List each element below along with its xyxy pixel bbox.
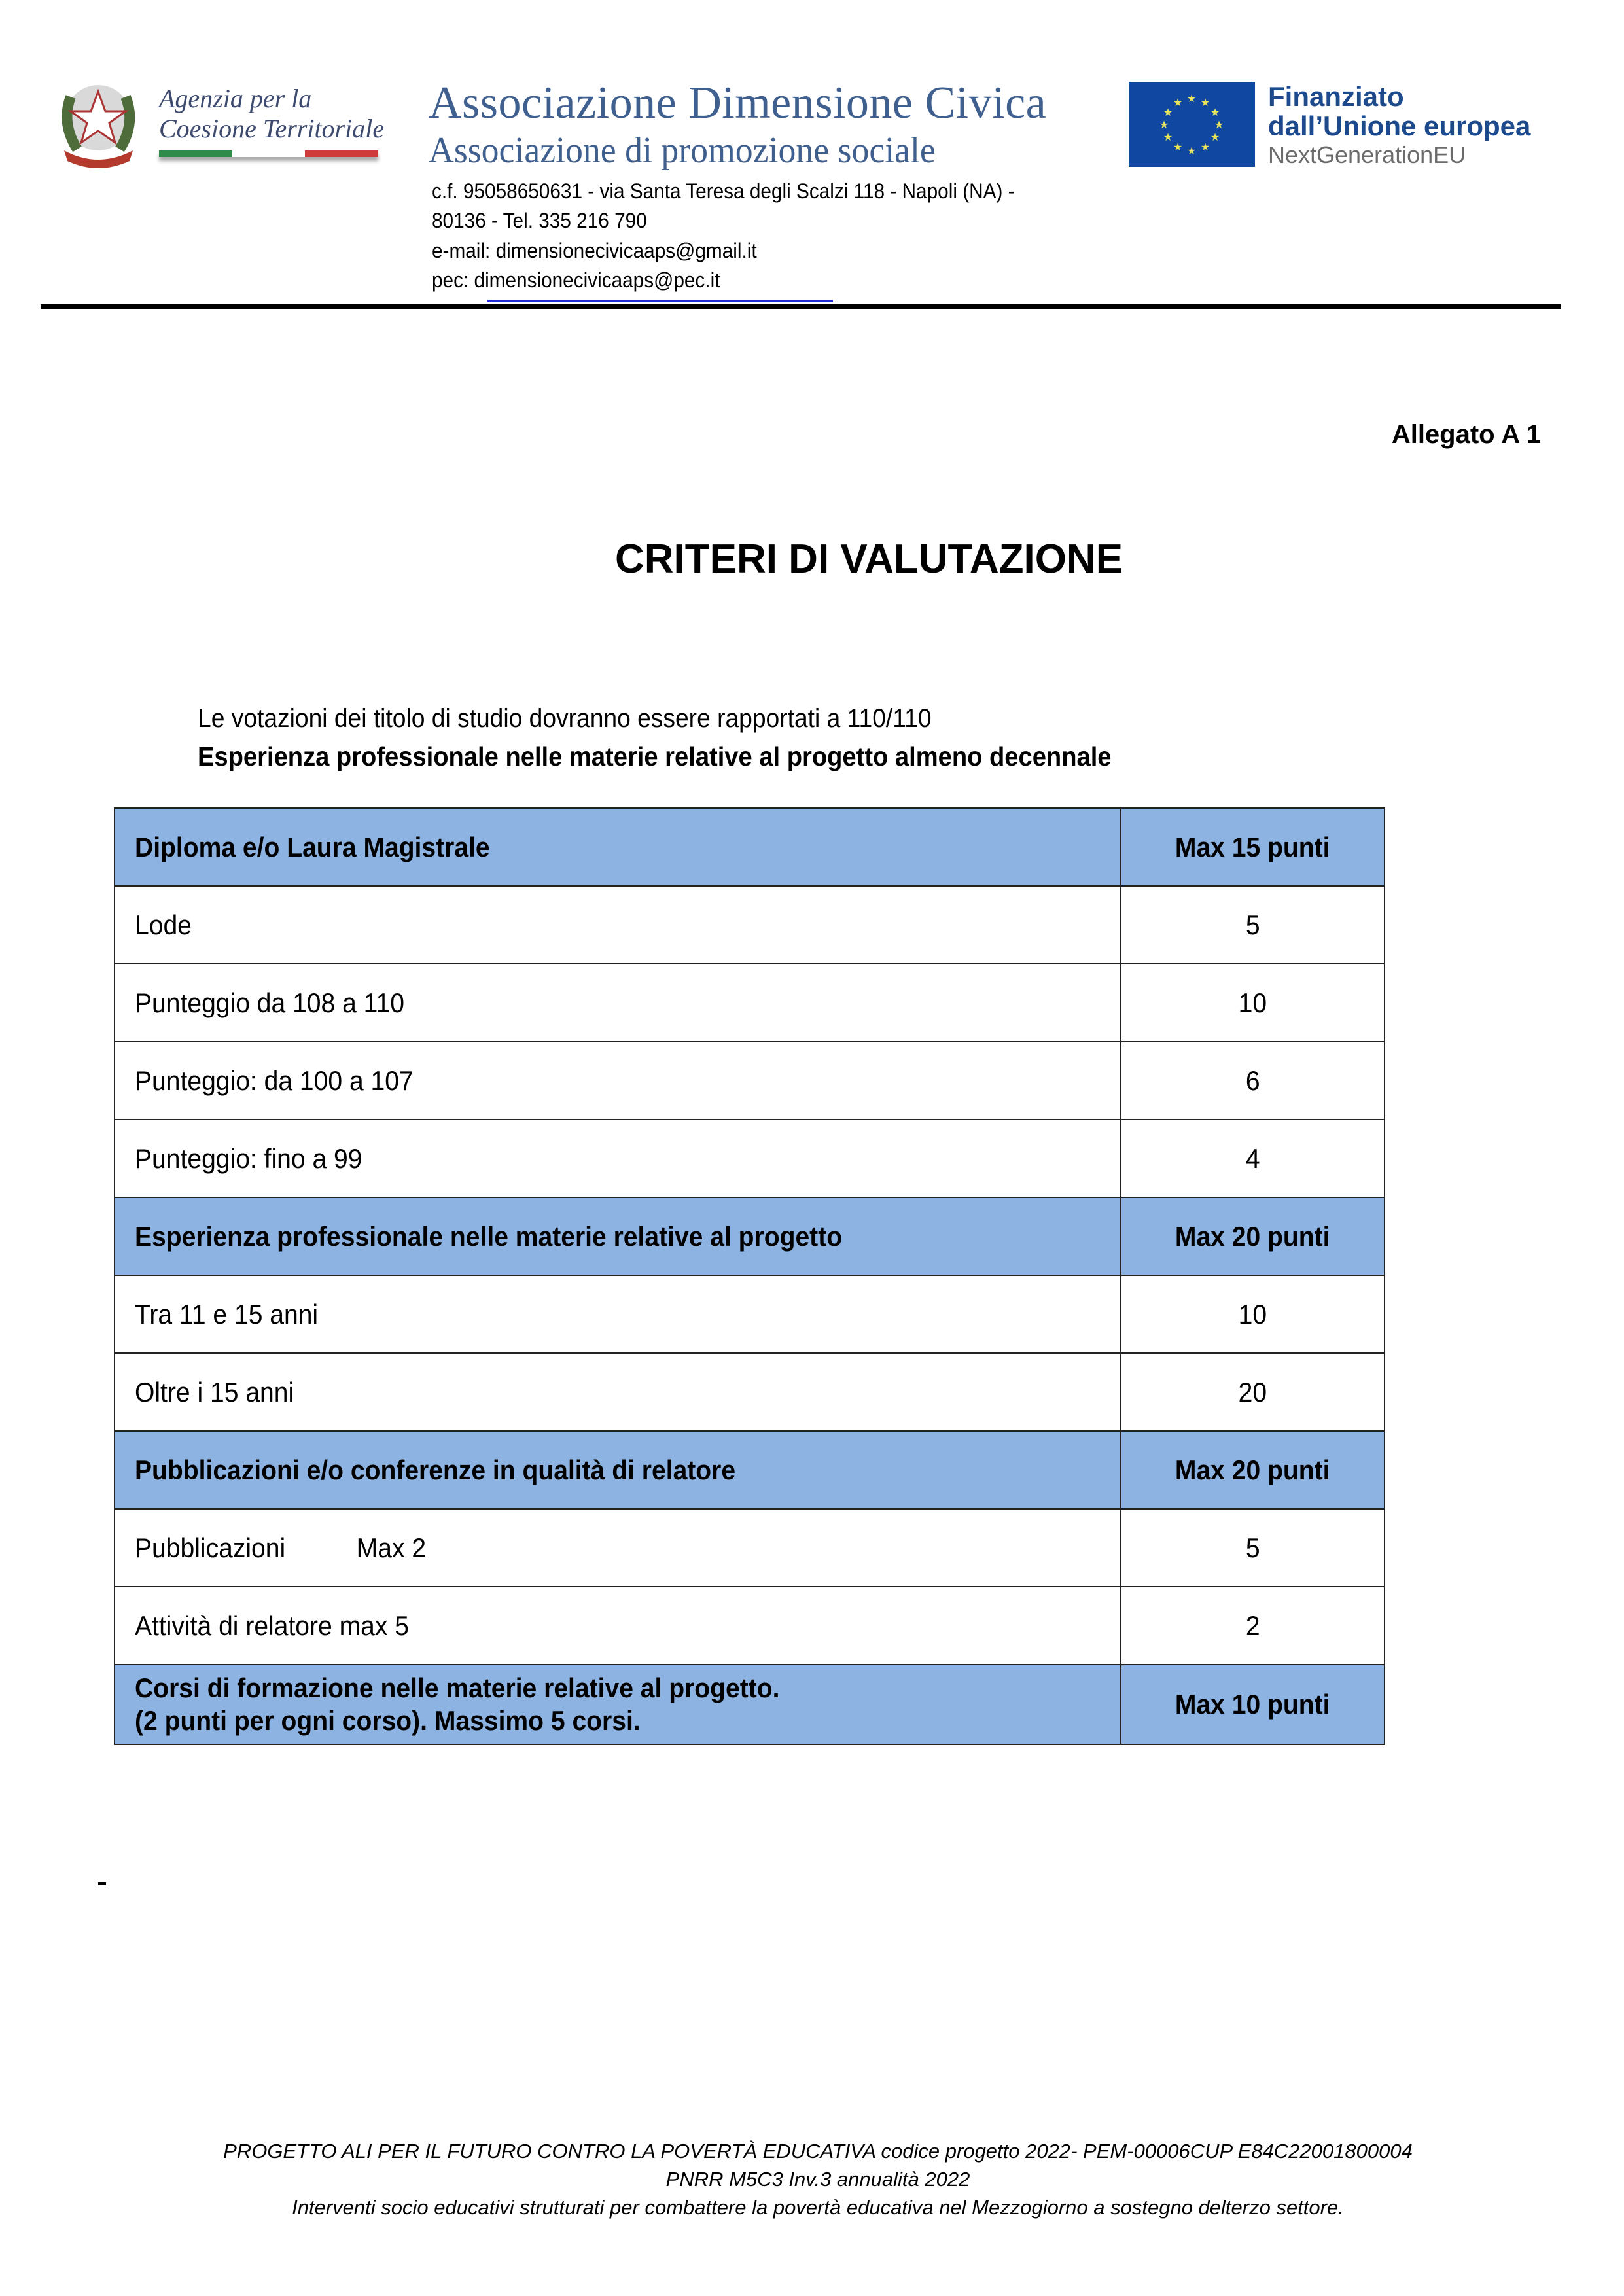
table-row — [115, 1509, 1385, 1587]
eu-flag-icon — [1129, 82, 1255, 167]
table-row — [115, 886, 1385, 964]
agency-name-line2: Coesione Territoriale — [159, 114, 385, 143]
svg-text:★: ★ — [1200, 141, 1210, 153]
table-row — [115, 1587, 1385, 1665]
criterion-points: 2 — [1121, 1587, 1385, 1665]
criterion-label: Punteggio: da 100 a 107 — [115, 1042, 1121, 1120]
tricolor-white — [232, 150, 306, 157]
table-section-row — [115, 1431, 1385, 1509]
criterion-points: 10 — [1121, 1275, 1385, 1353]
table-row — [115, 1353, 1385, 1431]
criterion-points: Max 20 punti — [1121, 1431, 1385, 1509]
eu-funded-line2: dall’Unione europea — [1268, 111, 1531, 141]
svg-text:★: ★ — [1186, 145, 1197, 157]
svg-text:★: ★ — [1173, 96, 1183, 109]
italian-republic-emblem-icon — [58, 77, 139, 169]
svg-text:★: ★ — [1200, 96, 1210, 109]
criterion-points: 20 — [1121, 1353, 1385, 1431]
criterion-label: Punteggio: fino a 99 — [115, 1120, 1121, 1197]
contact-address: c.f. 95058650631 - via Santa Teresa degli Scalzi 118 - Napoli (NA) - — [432, 179, 1015, 203]
criterion-label: Pubblicazioni e/o conferenze in qualità di relatore — [115, 1431, 1121, 1509]
table-section-row — [115, 1665, 1385, 1744]
criterion-points: 5 — [1121, 886, 1385, 964]
criterion-label: Esperienza professionale nelle materie relative al progetto — [115, 1197, 1121, 1275]
svg-text:★: ★ — [1210, 131, 1220, 143]
pec-link-underline — [487, 300, 833, 302]
criterion-points: Max 20 punti — [1121, 1197, 1385, 1275]
criterion-label: Attività di relatore max 5 — [115, 1587, 1121, 1665]
stray-dash-mark — [98, 1882, 106, 1885]
contact-email: e-mail: dimensionecivicaaps@gmail.it — [432, 239, 757, 262]
criterion-label-line2: (2 punti per ogni corso). Massimo 5 corsi. — [135, 1705, 641, 1736]
contact-pec: pec: dimensionecivicaaps@pec.it — [432, 268, 720, 292]
criterion-label: Punteggio da 108 a 110 — [115, 964, 1121, 1042]
criterion-label: Pubblicazioni Max 2 — [115, 1509, 1121, 1587]
tricolor-red — [305, 150, 378, 157]
criterion-label: Lode — [115, 886, 1121, 964]
evaluation-criteria-table — [114, 807, 1385, 1745]
svg-text:★: ★ — [1210, 106, 1220, 118]
annex-label: Allegato A 1 — [1391, 420, 1541, 449]
svg-text:★: ★ — [1163, 131, 1173, 143]
criterion-points: 4 — [1121, 1120, 1385, 1197]
eu-funded-line1: Finanziato — [1268, 81, 1404, 112]
org-subtitle: Associazione di promozione sociale — [429, 130, 936, 171]
next-generation-eu-label: NextGenerationEU — [1268, 141, 1466, 168]
criterion-label — [115, 1665, 1121, 1744]
contact-phone: 80136 - Tel. 335 216 790 — [432, 209, 647, 232]
svg-text:★: ★ — [1186, 92, 1197, 105]
criterion-points: Max 10 punti — [1121, 1665, 1385, 1744]
svg-text:★: ★ — [1159, 118, 1169, 131]
eu-funding-logo — [1129, 82, 1547, 170]
footer-pnrr-line: PNRR M5C3 Inv.3 annualità 2022 — [665, 2168, 970, 2191]
criterion-points: Max 15 punti — [1121, 808, 1385, 886]
footer-project-line: PROGETTO ALI PER IL FUTURO CONTRO LA POVERTÀ EDUCATIVA codice progetto 2022- PEM-00006CUP E84C22001800004 — [223, 2140, 1413, 2163]
italian-tricolor-bar — [159, 150, 378, 157]
footer-description-line: Interventi socio educativi strutturati per combattere la povertà educativa nel Mezzogiorno a sostegno delterzo settore. — [292, 2196, 1344, 2219]
document-title: CRITERI DI VALUTAZIONE — [614, 537, 1123, 582]
agency-name — [159, 84, 384, 144]
agency-logo — [58, 77, 385, 179]
header-divider — [41, 304, 1561, 309]
intro-experience-requirement: Esperienza professionale nelle materie relative al progetto almeno decennale — [198, 741, 1112, 771]
tricolor-green — [159, 150, 232, 157]
table-section-row — [115, 808, 1385, 886]
table-row — [115, 964, 1385, 1042]
criterion-label: Oltre i 15 anni — [115, 1353, 1121, 1431]
table-section-row — [115, 1197, 1385, 1275]
criterion-points: 6 — [1121, 1042, 1385, 1120]
table-row — [115, 1275, 1385, 1353]
svg-text:★: ★ — [1214, 118, 1224, 131]
criterion-points: 5 — [1121, 1509, 1385, 1587]
org-title: Associazione Dimensione Civica — [429, 78, 1047, 128]
criterion-label: Tra 11 e 15 anni — [115, 1275, 1121, 1353]
intro-grading-note: Le votazioni dei titolo di studio dovranno essere rapportati a 110/110 — [198, 704, 932, 733]
table-row — [115, 1042, 1385, 1120]
criterion-label: Diploma e/o Laura Magistrale — [115, 808, 1121, 886]
criterion-label-line1: Corsi di formazione nelle materie relative al progetto. — [135, 1672, 780, 1703]
svg-text:★: ★ — [1173, 141, 1183, 153]
table-row — [115, 1120, 1385, 1197]
svg-text:★: ★ — [1163, 106, 1173, 118]
agency-name-line1: Agenzia per la — [159, 84, 312, 113]
criterion-points: 10 — [1121, 964, 1385, 1042]
